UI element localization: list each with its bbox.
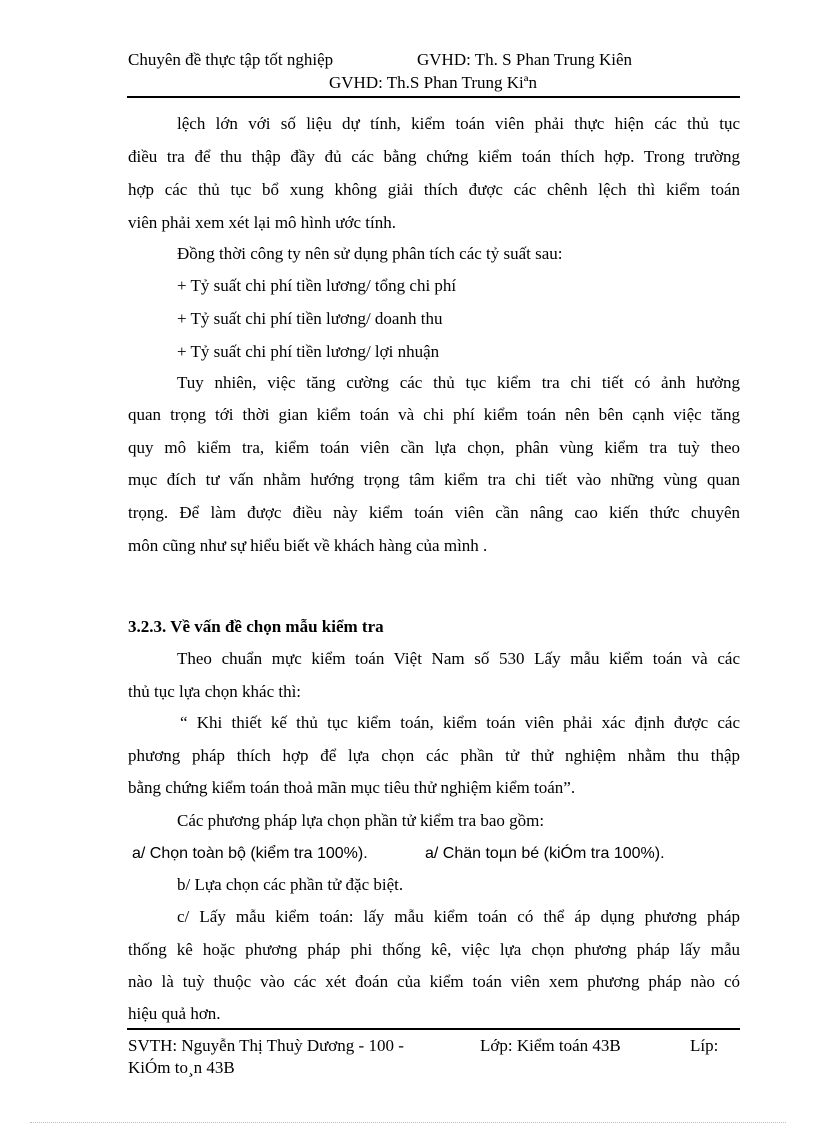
body-line: điều tra để thu thập đầy đủ các bằng chứng kiểm toán thích hợp. Trong trường [128,147,740,166]
footer-class-garbled: KiÓm to¸n 43B [128,1058,235,1077]
footer-class-label: Líp: [690,1036,719,1055]
section-heading: 3.2.3. Về vấn đề chọn mẫu kiểm tra [128,617,384,636]
body-line: hiệu quả hơn. [128,1004,221,1023]
list-item: a/ Chọn toàn bộ (kiểm tra 100%). [132,845,368,862]
footer-rule [127,1028,740,1030]
quote-line: phương pháp thích hợp để lựa chọn các phần tử thử nghiệm nhằm thu thập [128,746,740,765]
footer-class: Lớp: Kiểm toán 43B [480,1036,621,1055]
header-advisor-repeat: GVHD: Th.S Phan Trung Kiªn [329,73,537,92]
body-line: thống kê hoặc phương pháp phi thống kê, việc lựa chọn phương pháp lấy mẫu [128,940,740,959]
body-line: lệch lớn với số liệu dự tính, kiểm toán viên phải thực hiện các thủ tục [177,114,740,133]
list-item: b/ Lựa chọn các phần tử đặc biệt. [177,875,404,894]
list-item: + Tỷ suất chi phí tiền lương/ doanh thu [177,309,443,328]
body-line: mục đích tư vấn nhằm hướng trọng tâm kiểm tra chi tiết vào những vùng quan [128,470,740,489]
footer-student: SVTH: Nguyễn Thị Thuỳ Dương - 100 - [128,1036,404,1055]
body-line: hợp các thủ tục bổ xung không giải thích được các chênh lệch thì kiểm toán [128,180,740,199]
body-line: Các phương pháp lựa chọn phần tử kiểm tra bao gồm: [177,811,545,830]
body-line: Đồng thời công ty nên sử dụng phân tích các tỷ suất sau: [177,244,563,263]
body-line: Tuy nhiên, việc tăng cường các thủ tục kiểm tra chi tiết có ảnh hưởng [177,373,740,392]
body-line: thủ tục lựa chọn khác thì: [128,682,302,701]
body-line: quy mô kiểm tra, kiểm toán viên cần lựa chọn, phân vùng kiểm tra tuỳ theo [128,438,740,457]
body-line: môn cũng như sự hiểu biết về khách hàng của mình . [128,536,488,555]
header-title: Chuyên đề thực tập tốt nghiệp [128,50,334,69]
body-line: viên phải xem xét lại mô hình ước tính. [128,213,396,232]
body-line: nào là tuỳ thuộc vào các xét đoán của kiểm toán viên xem phương pháp nào có [128,972,740,991]
header-rule [127,96,740,98]
header-advisor: GVHD: Th. S Phan Trung Kiên [417,50,633,69]
list-item: + Tỷ suất chi phí tiền lương/ tổng chi phí [177,276,457,295]
body-line: c/ Lấy mẫu kiểm toán: lấy mẫu kiểm toán có thể áp dụng phương pháp [177,907,740,926]
body-line: Theo chuẩn mực kiểm toán Việt Nam số 530 Lấy mẫu kiểm toán và các [177,649,740,668]
list-item: a/ Chän toµn bé (kiÓm tra 100%). [425,845,665,862]
quote-line: “ Khi thiết kế thủ tục kiểm toán, kiểm toán viên phải xác định được các [180,713,740,732]
list-item: + Tỷ suất chi phí tiền lương/ lợi nhuận [177,342,440,361]
body-line: trọng. Để làm được điều này kiểm toán viên cần nâng cao kiến thức chuyên [128,503,740,522]
body-line: quan trọng tới thời gian kiểm toán và chi phí kiểm toán nên bên cạnh việc tăng [128,405,740,424]
quote-line: bằng chứng kiểm toán thoả mãn mục tiêu thử nghiệm kiểm toán”. [128,778,576,797]
